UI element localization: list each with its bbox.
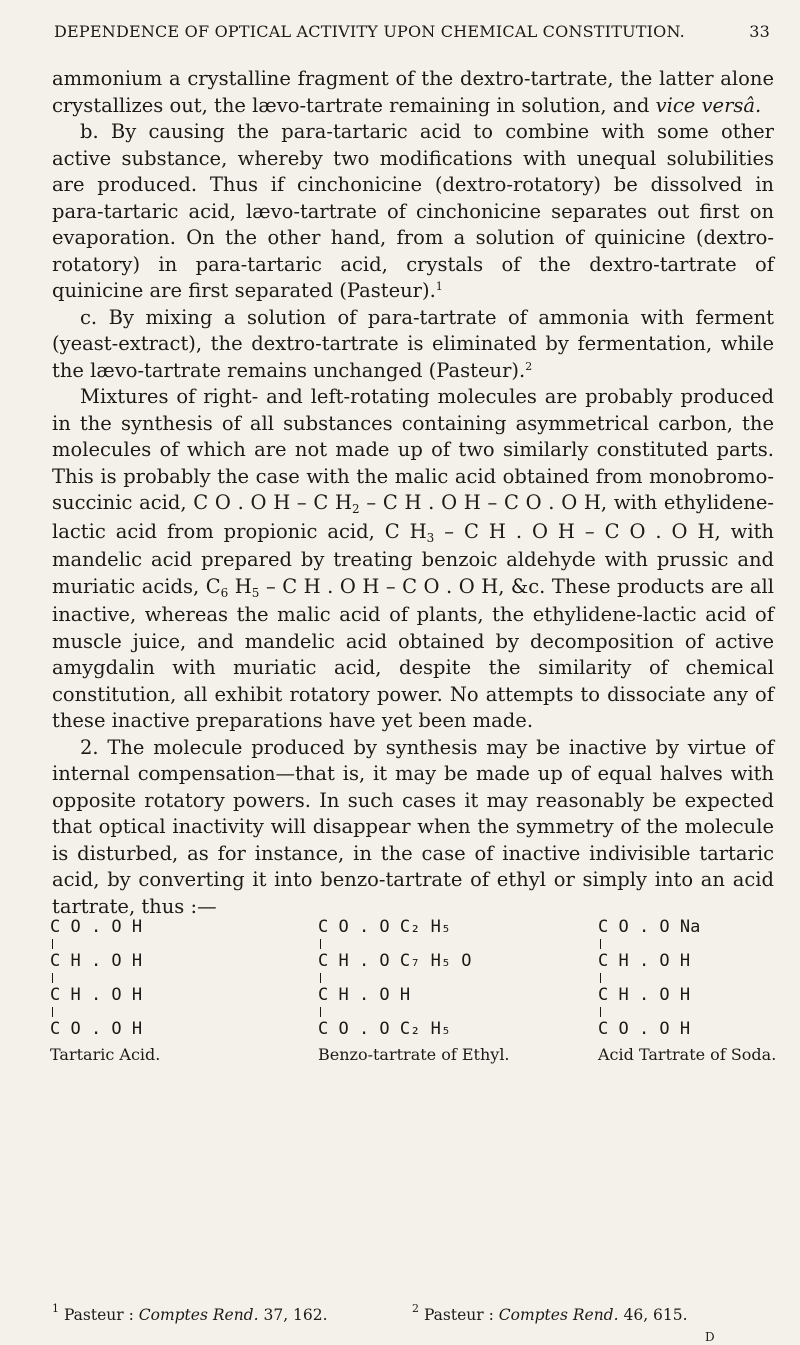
paragraph-c: c. By mixing a solution of para-tartrate of ammonia with ferment (yeast-extract), the dextro-tartrate is eliminated by fermentation, while the lævo-tartrate remains unchanged (Pasteur).$^2$	[52, 305, 774, 382]
formula-caption: Acid Tartrate of Soda.	[598, 1045, 777, 1064]
bond-line	[52, 973, 54, 983]
formula-line: C O . O H	[50, 1019, 143, 1039]
bond-line	[600, 1007, 602, 1017]
footnote-ref-2: 2	[525, 359, 533, 373]
body-text	[52, 66, 774, 920]
bond-line	[600, 939, 602, 949]
formula-line: C O . O H	[50, 917, 143, 937]
formula-line: C H . O H	[598, 985, 691, 1005]
formula-caption: Tartaric Acid.	[50, 1045, 161, 1064]
bond-line	[600, 973, 602, 983]
paragraph-mixtures: Mixtures of right- and left-rotating molecules are probably produced in the synthesis of all substances containing asymmetrical carbon, the molecules of which are not made up of two similarly constituted parts. This is probably the case with the malic acid obtained from monobromo-succinic acid, C O . O H – C $H_2$ – C H . O H – C O . O H, with ethylidene-lactic acid from propionic acid, C $H_3$ – C H . O H – C O . O H, with mandelic acid prepared by treating benzoic aldehyde with prussic and muriatic acids, $C_6$ $H_5$ – C H . O H – C O . O H, &c. These products are all inactive, whereas the malic acid of plants, the ethylidene-lactic acid of muscle juice, and mandelic acid obtained by decomposition of active amygdalin with muriatic acid, despite the similarity of chemical constitution, all exhibit rotatory power. No attempts to dissociate any of these inactive preparations have yet been made.	[52, 385, 774, 732]
bond-line	[320, 1007, 322, 1017]
latin-phrase: vice versâ.	[655, 93, 762, 117]
formula-line: C H . O H	[50, 951, 143, 971]
bond-line	[52, 1007, 54, 1017]
formula-line: C H . O C₇ H₅ O	[318, 951, 472, 971]
page-number: 33	[749, 22, 770, 41]
footnote-2: $^2$ Pasteur : Comptes Rend. 46, 615.	[412, 1302, 688, 1324]
formula-line: C O . O H	[598, 1019, 691, 1039]
formula-line: C H . O H	[50, 985, 143, 1005]
signature-mark: D	[705, 1330, 715, 1344]
formula-line: C O . O C₂ H₅	[318, 1019, 452, 1039]
bond-line	[320, 973, 322, 983]
bond-line	[320, 939, 322, 949]
formula-benzo-tartrate	[318, 915, 510, 1064]
bond-line	[52, 939, 54, 949]
structural-formulas	[50, 915, 780, 1075]
paragraph-continuation: ammonium a crystalline fragment of the dextro-tartrate, the latter alone crystallizes out, the lævo-tartrate remaining in solution, and vice versâ.	[52, 67, 774, 117]
formula-acid-tartrate-soda	[598, 915, 776, 1064]
formula-caption: Benzo-tartrate of Ethyl.	[318, 1045, 510, 1064]
footnote-ref-1: 1	[435, 280, 443, 293]
paragraph-b: b. By causing the para-tartaric acid to combine with some other active substance, whereby two modifications with unequal solubilities are produced. Thus if cinchonicine (dextro-rotatory) be dissolved in para-tartaric acid, lævo-tartrate of cinchonicine separates out first on evaporation. On the other hand, from a solution of quinicine (dextro-rotatory) in para-tartaric acid, crystals of the dextro-tartrate of quinicine are first separated (Pasteur).$^1$	[52, 120, 774, 302]
formula-line: C O . O Na	[598, 917, 701, 937]
footnote-1: $^1$ Pasteur : Comptes Rend. 37, 162.	[52, 1302, 328, 1324]
formula-line: C H . O H	[598, 951, 691, 971]
running-title: DEPENDENCE OF OPTICAL ACTIVITY UPON CHEMICAL CONSTITUTION.	[54, 22, 685, 41]
formula-line: C H . O H	[318, 985, 411, 1005]
formula-tartaric-acid	[50, 915, 160, 1064]
paragraph-2: 2. The molecule produced by synthesis may be inactive by virtue of internal compensation—that is, it may be made up of equal halves with opposite rotatory powers. In such cases it may reasonably be expected that optical inactivity will disappear when the symmetry of the molecule is disturbed, as for instance, in the case of inactive indivisible tartaric acid, by converting it into benzo-tartrate of ethyl or simply into an acid tartrate, thus :—	[52, 735, 774, 918]
formula-line: C O . O C₂ H₅	[318, 917, 452, 937]
